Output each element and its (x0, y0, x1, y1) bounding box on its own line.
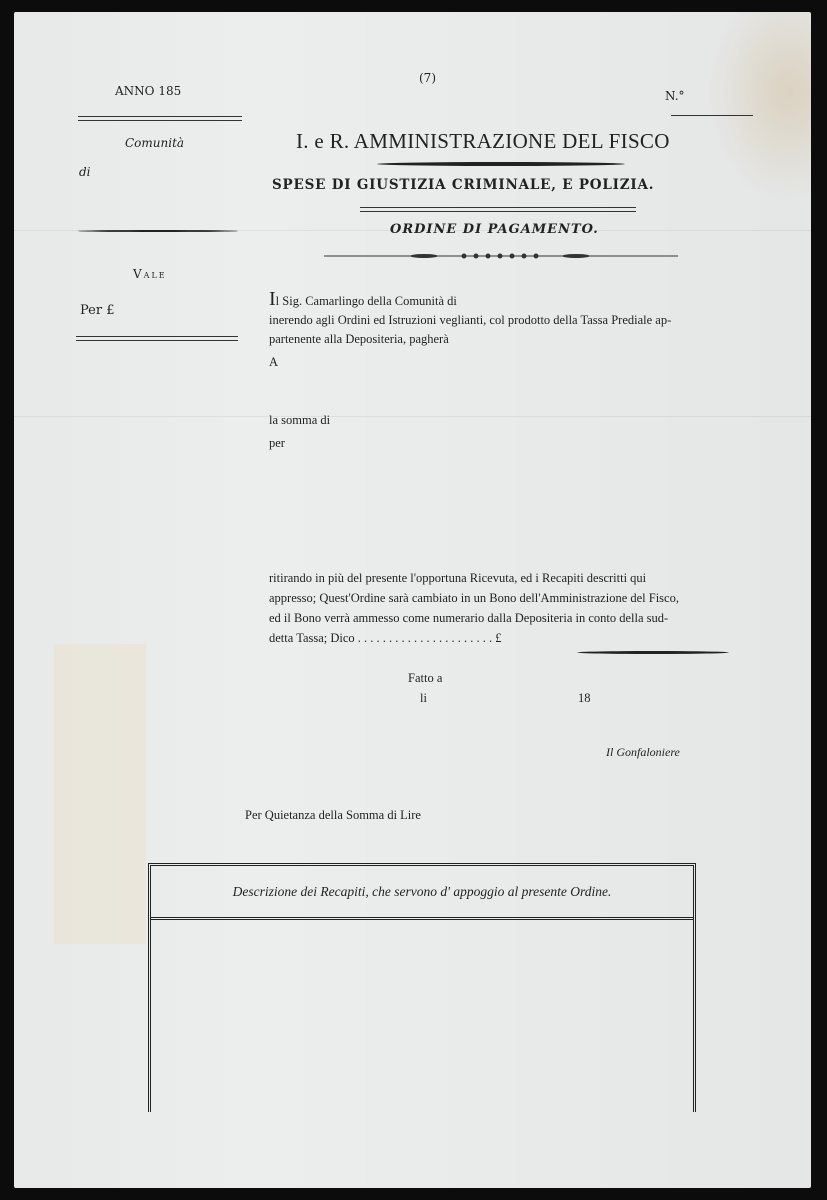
document-page (14, 12, 811, 1188)
title-swash (377, 162, 625, 166)
order-title: ORDINE DI PAGAMENTO. (390, 222, 599, 237)
numero-rule (671, 115, 753, 116)
li-label: li (420, 691, 427, 705)
a-label: A (269, 355, 279, 369)
quietanza-label: Per Quietanza della Somma di Lire (245, 808, 421, 822)
paper-stain (54, 644, 146, 944)
body-para2-line-1: ritirando in più del presente l'opportuna Ricevuta, ed i Recapiti descritti qui (269, 571, 647, 585)
dico-swash (577, 651, 729, 654)
anno-label: ANNO 185 (115, 84, 182, 98)
comunita-label: Comunità (125, 136, 185, 150)
body-para2-line-2: appresso; Quest'Ordine sarà cambiato in un Bono dell'Amministrazione del Fisco, (269, 591, 679, 605)
page-subtitle: SPESE DI GIUSTIZIA CRIMINALE, E POLIZIA. (272, 177, 655, 193)
per-rule (76, 336, 238, 341)
fold-line (14, 416, 811, 417)
body-para2-line-4: detta Tassa; Dico . . . . . . . . . . . . . . . . . . . . . . £ (269, 631, 502, 645)
fatto-label: Fatto a (408, 671, 443, 685)
somma-label: la somma di (269, 413, 331, 427)
subtitle-rule (360, 207, 636, 212)
vale-label: Vale (133, 267, 167, 281)
recapiti-table (148, 863, 696, 1112)
year-label: 18 (578, 691, 591, 705)
numero-label: N.° (665, 89, 685, 103)
body-line-1 (269, 289, 739, 311)
page-number: (7) (419, 71, 436, 85)
di-label: di (79, 165, 91, 179)
recapiti-heading: Descrizione dei Recapiti, che servono d' appoggio al presente Ordine. (151, 866, 693, 920)
gonfaloniere-label: Il Gonfaloniere (606, 745, 680, 759)
left-ornament-rule (78, 230, 238, 233)
per-amount-label: Per £ (80, 303, 115, 318)
header-rule (78, 116, 242, 121)
ornament-rule (324, 252, 678, 260)
page-title: I. e R. AMMINISTRAZIONE DEL FISCO (296, 129, 670, 153)
body-line-3: partenente alla Depositeria, pagherà (269, 332, 449, 346)
per-label: per (269, 436, 285, 450)
drop-cap: I (269, 288, 276, 310)
body-para2-line-3: ed il Bono verrà ammesso come numerario dalla Depositeria in conto della sud- (269, 611, 669, 625)
body-line-1-text: l Sig. Camarlingo della Comunità di (275, 294, 457, 308)
body-line-2: inerendo agli Ordini ed Istruzioni veglianti, col prodotto della Tassa Prediale ap- (269, 313, 672, 327)
